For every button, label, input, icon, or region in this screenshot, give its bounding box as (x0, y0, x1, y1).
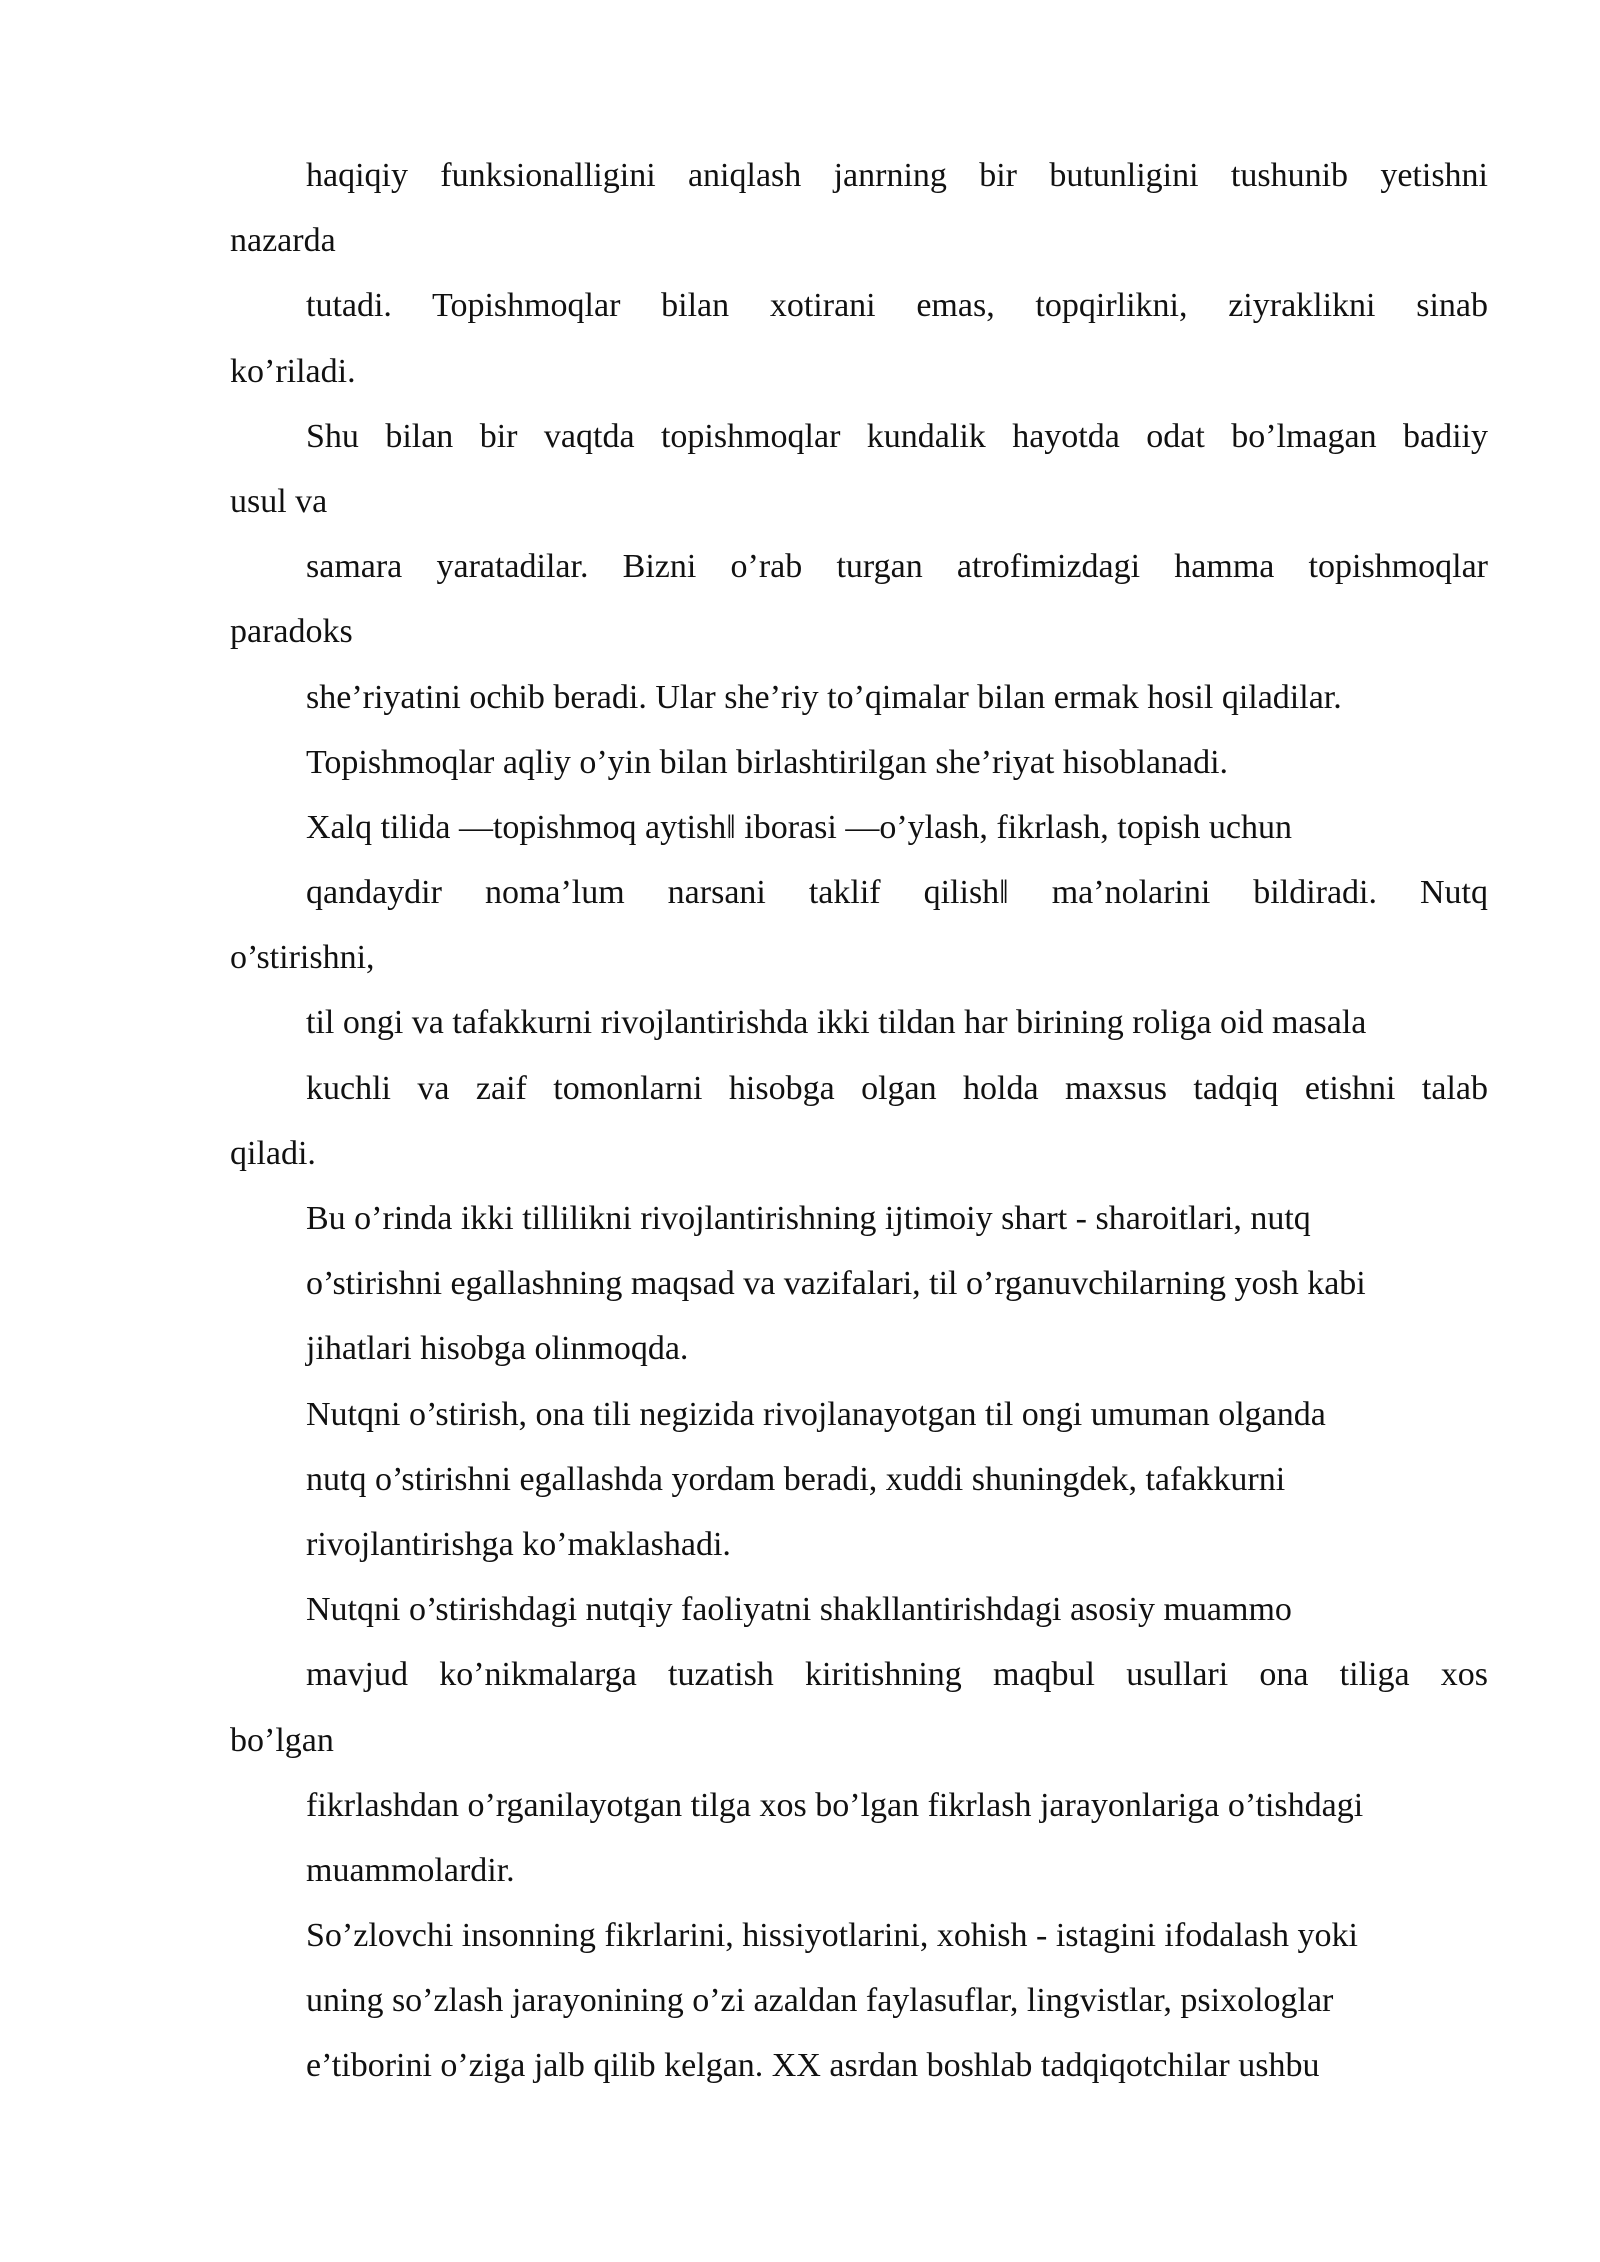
text-line: So’zlovchi insonning fikrlarini, hissiyotlarini, xohish - istagini ifodalash yoki (306, 1917, 1359, 1955)
text-line: samara yaratadilar. Bizni o’rab turgan atrofimizdagi hamma topishmoqlar (306, 548, 1488, 586)
text-line: o’stirishni, (230, 939, 375, 977)
text-line: she’riyatini ochib beradi. Ular she’riy to’qimalar bilan ermak hosil qiladilar. (306, 678, 1342, 716)
text-line: bo’lgan (230, 1721, 334, 1759)
text-line: Topishmoqlar aqliy o’yin bilan birlashtirilgan she’riyat hisoblanadi. (306, 743, 1229, 781)
text-line: til ongi va tafakkurni rivojlantirishda ikki tildan har birining roliga oid masala (306, 1004, 1367, 1042)
text-line: Shu bilan bir vaqtda topishmoqlar kundalik hayotda odat bo’lmagan badiiy (306, 417, 1488, 455)
text-line: Bu o’rinda ikki tillilikni rivojlantirishning ijtimoiy shart - sharoitlari, nutq (306, 1200, 1311, 1237)
text-line: haqiqiy funksionalligini aniqlash janrning bir butunligini tushunib yetishni (306, 157, 1488, 194)
text-line: paradoks (230, 613, 353, 651)
text-line: nutq o’stirishni egallashda yordam beradi, xuddi shuningdek, tafakkurni (306, 1460, 1286, 1498)
text-line: rivojlantirishga ko’maklashadi. (306, 1525, 731, 1563)
text-line: Nutqni o’stirish, ona tili negizida rivojlanayotgan til ongi umuman olganda (306, 1395, 1326, 1433)
text-line: usul va (230, 482, 328, 520)
text-line: mavjud ko’nikmalarga tuzatish kiritishning maqbul usullari ona tiliga xos (306, 1656, 1488, 1694)
text-line: Xalq tilida ―topishmoq aytish‖ iborasi ―o’ylash, fikrlash, topish uchun (306, 808, 1292, 846)
text-line: fikrlashdan o’rganilayotgan tilga xos bo’lgan fikrlash jarayonlariga o’tishdagi (306, 1786, 1364, 1824)
text-line: kuchli va zaif tomonlarni hisobga olgan holda maxsus tadqiq etishni talab (306, 1069, 1488, 1107)
document-body (230, 143, 1488, 2099)
text-line: ko’riladi. (230, 352, 356, 390)
text-line: uning so’zlash jarayonining o’zi azaldan faylasuflar, lingvistlar, psixologlar (306, 1982, 1334, 2020)
text-line: qiladi. (230, 1134, 316, 1172)
text-line: tutadi. Topishmoqlar bilan xotirani emas, topqirlikni, ziyraklikni sinab (306, 287, 1488, 325)
text-line: muammolardir. (306, 1851, 515, 1889)
text-line: qandaydir noma’lum narsani taklif qilish‖ ma’nolarini bildiradi. Nutq (306, 874, 1488, 912)
text-line: jihatlari hisobga olinmoqda. (306, 1330, 689, 1368)
text-line: nazarda (230, 222, 336, 260)
text-line: o’stirishni egallashning maqsad va vazifalari, til o’rganuvchilarning yosh kabi (306, 1265, 1366, 1303)
text-line: e’tiborini o’ziga jalb qilib kelgan. XX asrdan boshlab tadqiqotchilar ushbu (306, 2047, 1320, 2085)
text-line: Nutqni o’stirishdagi nutqiy faoliyatni shakllantirishdagi asosiy muammo (306, 1591, 1292, 1629)
